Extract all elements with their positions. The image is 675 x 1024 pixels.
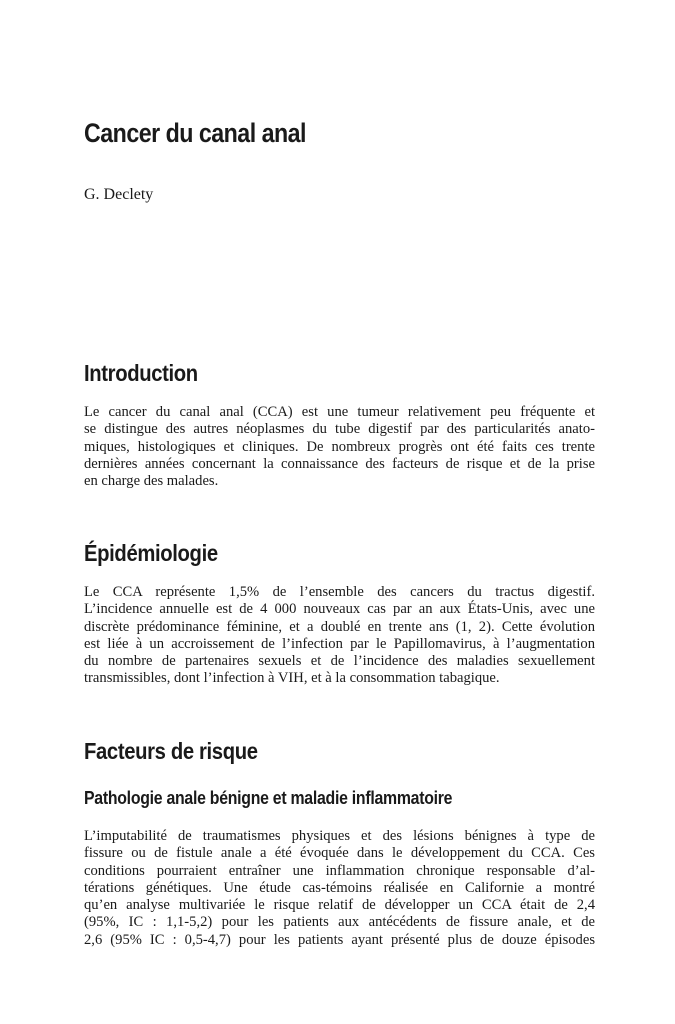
paragraph-epidemiologie xyxy=(84,584,595,688)
text-line: miques, histologiques et cliniques. De nombreux progrès ont été faits ces trente xyxy=(84,438,595,455)
section-heading-epidemiologie: Épidémiologie xyxy=(84,540,218,566)
text-line: se distingue des autres néoplasmes du tube digestif par des particularités anato- xyxy=(84,421,595,438)
subsection-heading-pathologie-anale: Pathologie anale bénigne et maladie inflammatoire xyxy=(84,788,453,808)
author-name: G. Declety xyxy=(84,186,154,203)
text-line: est liée à un accroissement de l’infection par le Papillomavirus, à l’augmentation xyxy=(84,635,595,652)
text-line: Le CCA représente 1,5% de l’ensemble des cancers du tractus digestif. xyxy=(84,584,595,600)
text-line: L’imputabilité de traumatismes physiques et des lésions bénignes à type de xyxy=(84,828,595,844)
text-line: du nombre de partenaires sexuels et de l’incidence des maladies sexuellement xyxy=(84,653,595,670)
text-line: térations génétiques. Une étude cas-témoins réalisée en Californie a montré xyxy=(84,879,595,896)
text-line: Le cancer du canal anal (CCA) est une tumeur relativement peu fréquente et xyxy=(84,404,595,420)
section-heading-introduction: Introduction xyxy=(84,360,198,386)
paragraph-introduction xyxy=(84,404,595,490)
text-line: qu’en analyse multivariée le risque relatif de développer un CCA était de 2,4 xyxy=(84,897,595,914)
text-line: en charge des malades. xyxy=(84,473,219,490)
text-line: L’incidence annuelle est de 4 000 nouveaux cas par an aux États-Unis, avec une xyxy=(84,601,595,618)
text-line: discrète prédominance féminine, et a doublé en trente ans (1, 2). Cette évolution xyxy=(84,618,595,635)
text-line: 2,6 (95% IC : 0,5-4,7) pour les patients ayant présenté plus de douze épisodes xyxy=(84,931,595,948)
paragraph-facteurs xyxy=(84,828,595,949)
text-line: dernières années concernant la connaissance des facteurs de risque et de la prise xyxy=(84,455,595,472)
text-line: (95%, IC : 1,1-5,2) pour les patients aux antécédents de fissure anale, et de xyxy=(84,914,595,931)
text-line: fissure ou de fistule anale a été évoquée dans le développement du CCA. Ces xyxy=(84,845,595,862)
text-line: transmissibles, dont l’infection à VIH, et à la consommation tabagique. xyxy=(84,670,500,687)
section-heading-facteurs-de-risque: Facteurs de risque xyxy=(84,738,258,764)
text-line: conditions pourraient entraîner une inflammation chronique responsable d’al- xyxy=(84,862,595,879)
chapter-title: Cancer du canal anal xyxy=(84,118,306,148)
